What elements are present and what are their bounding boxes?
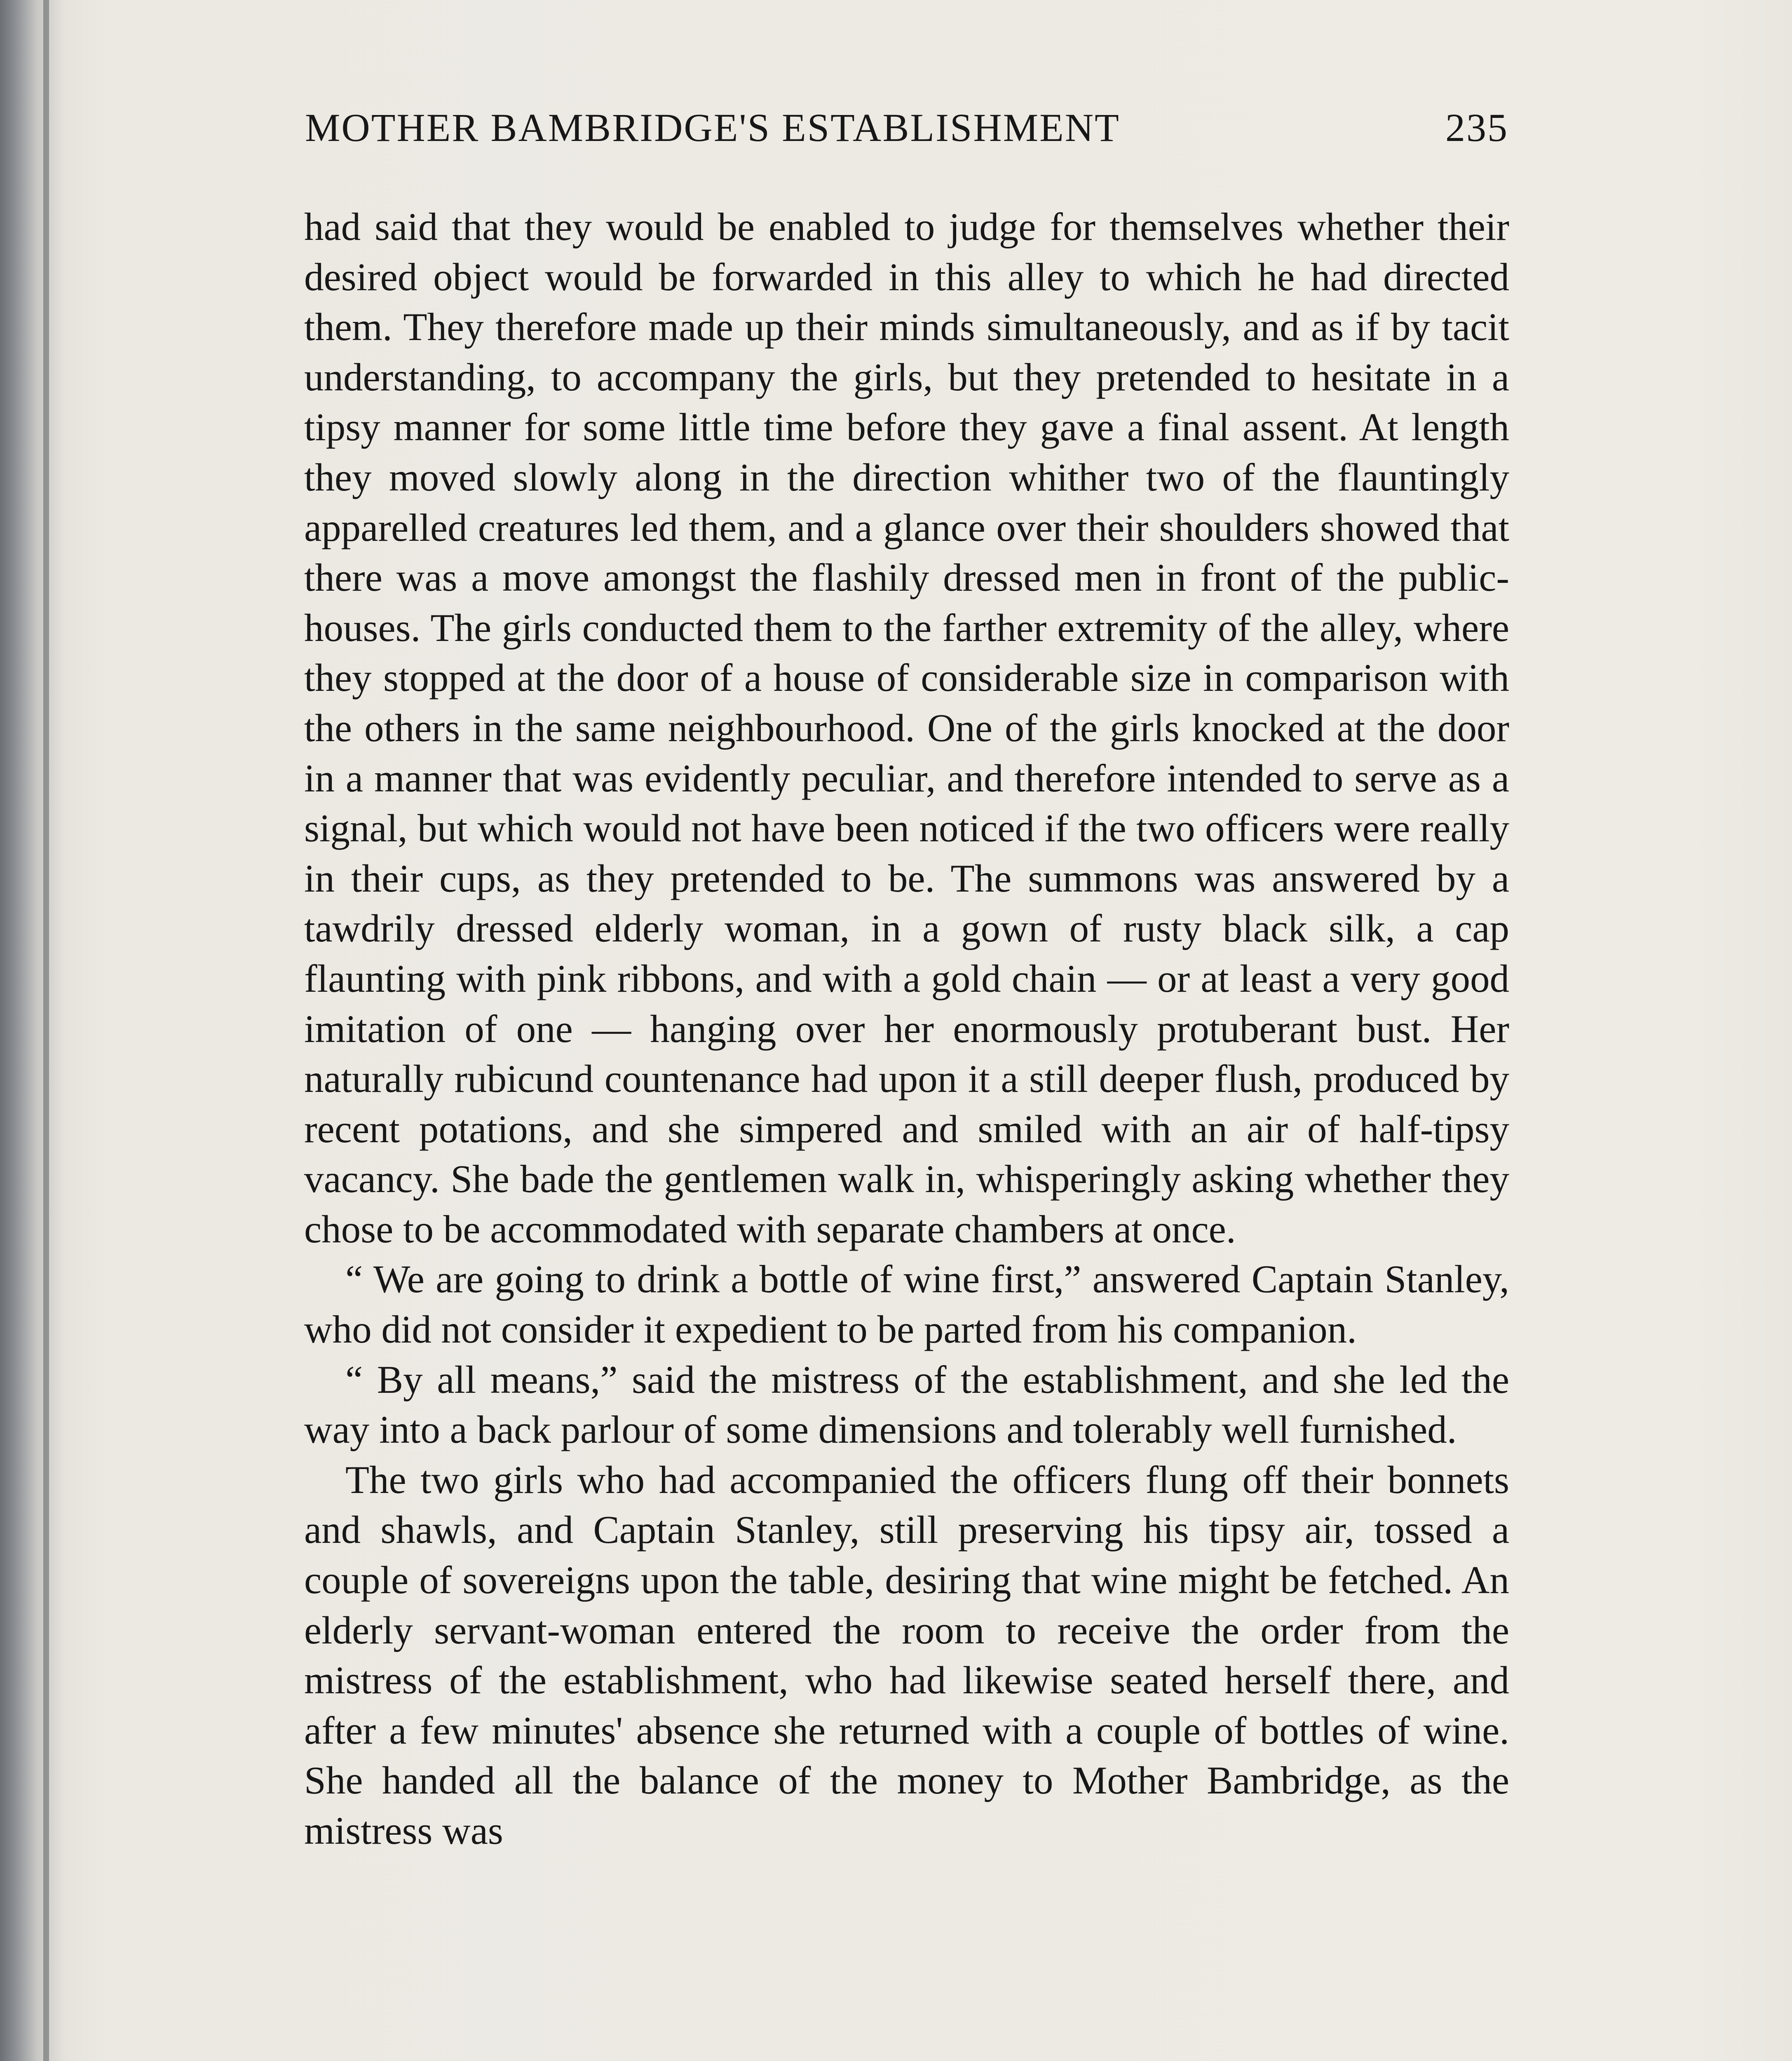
running-head bbox=[305, 108, 1508, 148]
running-head-title: MOTHER BAMBRIDGE'S ESTABLISHMENT bbox=[305, 106, 1120, 150]
paragraph-dialogue-mistress: “ By all means,” said the mistress of the establishment, and she led the way into a back parlour of some dimensions and tolerably well furnished. bbox=[304, 1357, 1509, 1452]
body-text bbox=[304, 202, 1509, 1856]
binding-gutter bbox=[43, 0, 49, 2061]
paragraph-girls-wine: The two girls who had accompanied the officers flung off their bonnets and shawls, and Captain Stanley, still preserving his tipsy air, tossed a couple of sovereigns upon the table, desiring that wine might be fetched. An elderly servant-woman entered the room to receive the order from the mistress of the establishment, who had likewise seated herself there, and after a few minutes' absence she returned with a couple of bottles of wine. She handed all the balance of the money to Mother Bambridge, as the mistress was bbox=[304, 1458, 1509, 1852]
paragraph-dialogue-stanley: “ We are going to drink a bottle of wine first,” answered Captain Stanley, who did not consider it expedient to be parted from his companion. bbox=[304, 1257, 1509, 1352]
page-number: 235 bbox=[1445, 106, 1508, 150]
paragraph-continued: had said that they would be enabled to judge for themselves whether their desired object would be forwarded in this alley to which he had directed them. They therefore made up their minds simultaneously, and as if by tacit understanding, to accompany the girls, but they pretended to hesitate in a tipsy manner for some little time before they gave a final assent. At length they moved slowly along in the direction whither two of the flauntingly apparelled creatures led them, and a glance over their shoulders showed that there was a move amongst the flashily dressed men in front of the public-houses. The girls conducted them to the farther extremity of the alley, where they stopped at the door of a house of considerable size in comparison with the others in the same neighbourhood. One of the girls knocked at the door in a manner that was evidently peculiar, and therefore intended to serve as a signal, but which would not have been noticed if the two officers were really in their cups, as they pretended to be. The summons was answered by a tawdrily dressed elderly woman, in a gown of rusty black silk, a cap flaunting with pink ribbons, and with a gold chain — or at least a very good imitation of one — hanging over her enormously protuberant bust. Her naturally rubicund countenance had upon it a still deeper flush, produced by recent potations, and she simpered and smiled with an air of half-tipsy vacancy. She bade the gentlemen walk in, whisperingly asking whether they chose to be accommodated with separate chambers at once. bbox=[304, 205, 1509, 1251]
